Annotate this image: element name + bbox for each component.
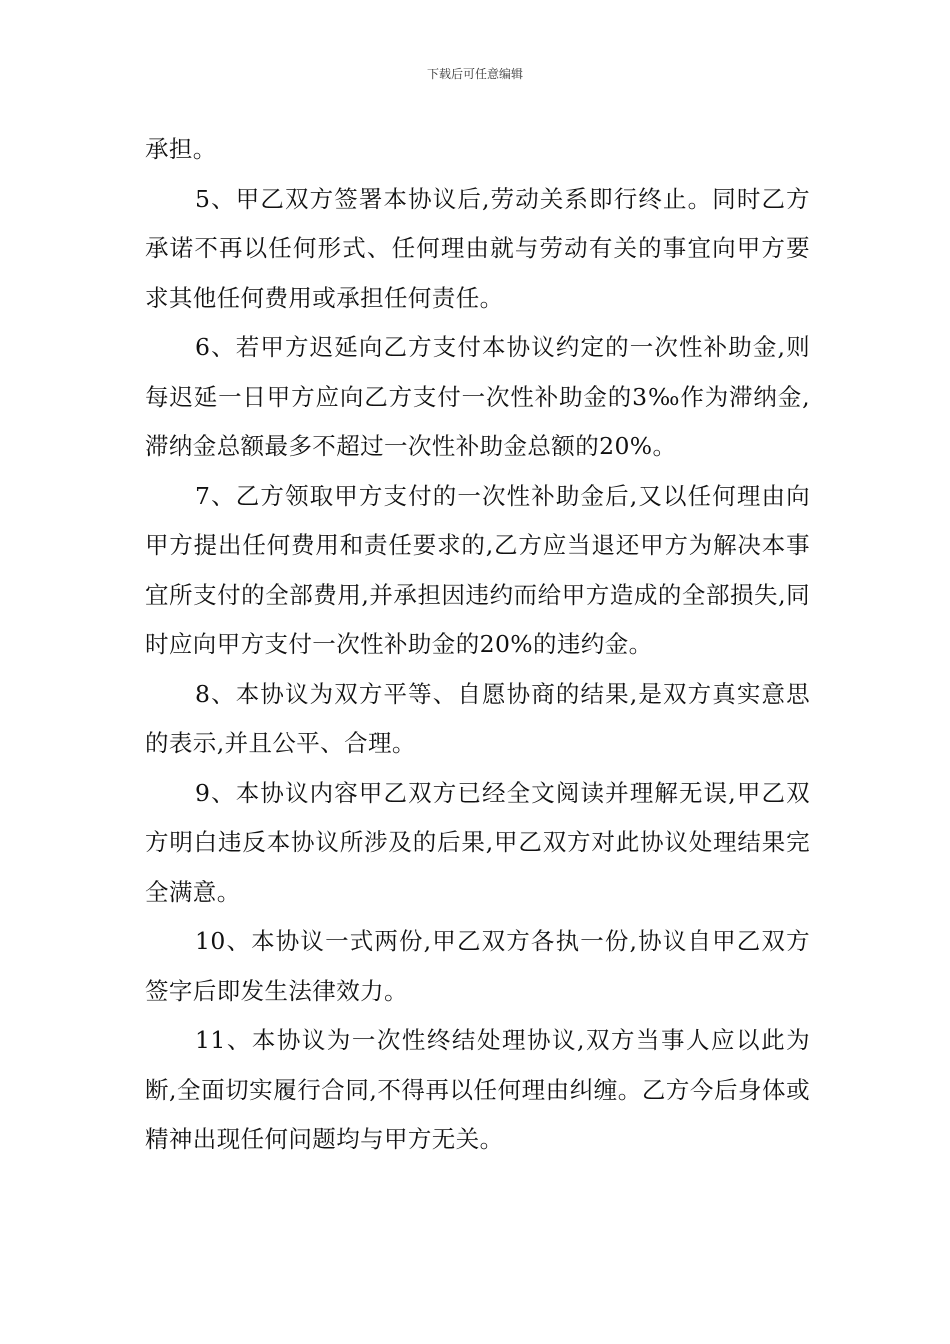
clause-6: 6、若甲方迟延向乙方支付本协议约定的一次性补助金,则每迟延一日甲方应向乙方支付一次性补助金的3‰作为滞纳金,滞纳金总额最多不超过一次性补助金总额的20%。 — [145, 333, 810, 460]
clause-11: 11、本协议为一次性终结处理协议,双方当事人应以此为断,全面切实履行合同,不得再以任何理由纠缠。乙方今后身体或精神出现任何问题均与甲方无关。 — [145, 1026, 810, 1153]
paragraph-continuation: 承担。 — [145, 135, 217, 163]
clause-5: 5、甲乙双方签署本协议后,劳动关系即行终止。同时乙方承诺不再以任何形式、任何理由就与劳动有关的事宜向甲方要求其他任何费用或承担任何责任。 — [145, 184, 810, 312]
document-body — [145, 125, 810, 1165]
clause-8: 8、本协议为双方平等、自愿协商的结果,是双方真实意思的表示,并且公平、合理。 — [145, 679, 810, 757]
page-header: 下载后可任意编辑 — [426, 67, 523, 81]
clause-10: 10、本协议一式两份,甲乙双方各执一份,协议自甲乙双方签字后即发生法律效力。 — [145, 927, 810, 1005]
clause-7: 7、乙方领取甲方支付的一次性补助金后,又以任何理由向甲方提出任何费用和责任要求的,乙方应当退还甲方为解决本事宜所支付的全部费用,并承担因违约而给甲方造成的全部损失,同时应向甲方支付一次性补助金的20%的违约金。 — [145, 481, 810, 658]
clause-9: 9、本协议内容甲乙双方已经全文阅读并理解无误,甲乙双方明白违反本协议所涉及的后果,甲乙双方对此协议处理结果完全满意。 — [145, 778, 810, 906]
